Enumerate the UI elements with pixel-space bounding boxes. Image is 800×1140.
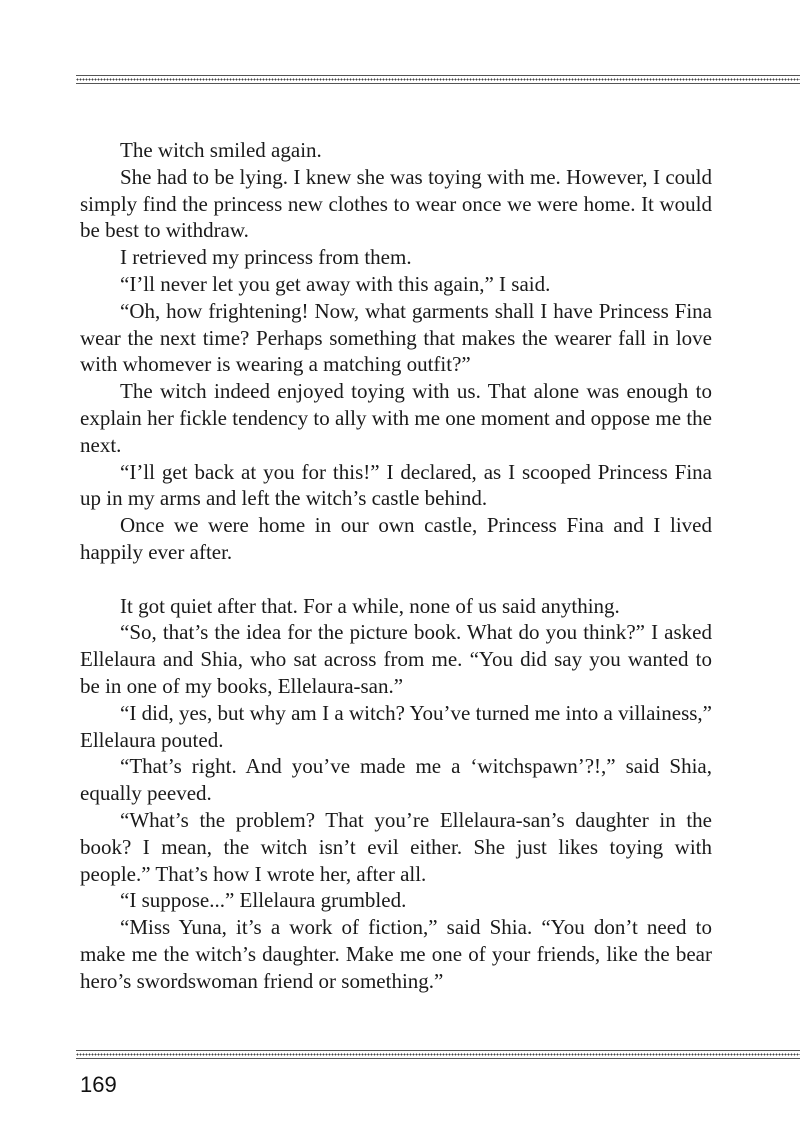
top-decorative-rule <box>76 75 800 84</box>
paragraph: “What’s the problem? That you’re Ellelaura-san’s daughter in the book? I mean, the witch isn’t evil either. She just likes toying with people.” That’s how I wrote her, after all. <box>80 807 712 886</box>
paragraph: It got quiet after that. For a while, none of us said anything. <box>120 593 620 618</box>
bottom-decorative-rule <box>76 1050 800 1059</box>
paragraph: “I’ll get back at you for this!” I declared, as I scooped Princess Fina up in my arms and left the witch’s castle behind. <box>80 459 712 511</box>
paragraph: “I’ll never let you get away with this again,” I said. <box>120 271 551 296</box>
paragraph: Once we were home in our own castle, Princess Fina and I lived happily ever after. <box>80 513 712 564</box>
paragraph: “So, that’s the idea for the picture book. What do you think?” I asked Ellelaura and Shia, who sat across from me. “You did say you wanted to be in one of my books, Ellelaura-san.” <box>80 620 712 698</box>
paragraph: The witch smiled again. <box>120 138 322 162</box>
body-text <box>80 137 712 995</box>
paragraph: “Miss Yuna, it’s a work of fiction,” said Shia. “You don’t need to make me the witch’s daughter. Make me one of your friends, like the bear hero’s swordswoman friend or something.” <box>80 915 712 993</box>
paragraph: I retrieved my princess from them. <box>120 245 412 270</box>
paragraph: The witch indeed enjoyed toying with us. That alone was enough to explain her fickle tendency to ally with me one moment and oppose me the next. <box>80 379 712 457</box>
paragraph: “I suppose...” Ellelaura grumbled. <box>120 888 407 913</box>
paragraph: “I did, yes, but why am I a witch? You’ve turned me into a villainess,” Ellelaura pouted. <box>80 700 712 752</box>
page-number: 169 <box>80 1072 117 1097</box>
paragraph: She had to be lying. I knew she was toying with me. However, I could simply find the princess new clothes to wear once we were home. It would be best to withdraw. <box>80 164 712 243</box>
paragraph: “That’s right. And you’ve made me a ‘witchspawn’?!,” said Shia, equally peeved. <box>80 754 712 806</box>
paragraph: “Oh, how frightening! Now, what garments shall I have Princess Fina wear the next time? Perhaps something that makes the wearer fall in love with whomever is wearing a matching outfit?” <box>80 298 712 377</box>
